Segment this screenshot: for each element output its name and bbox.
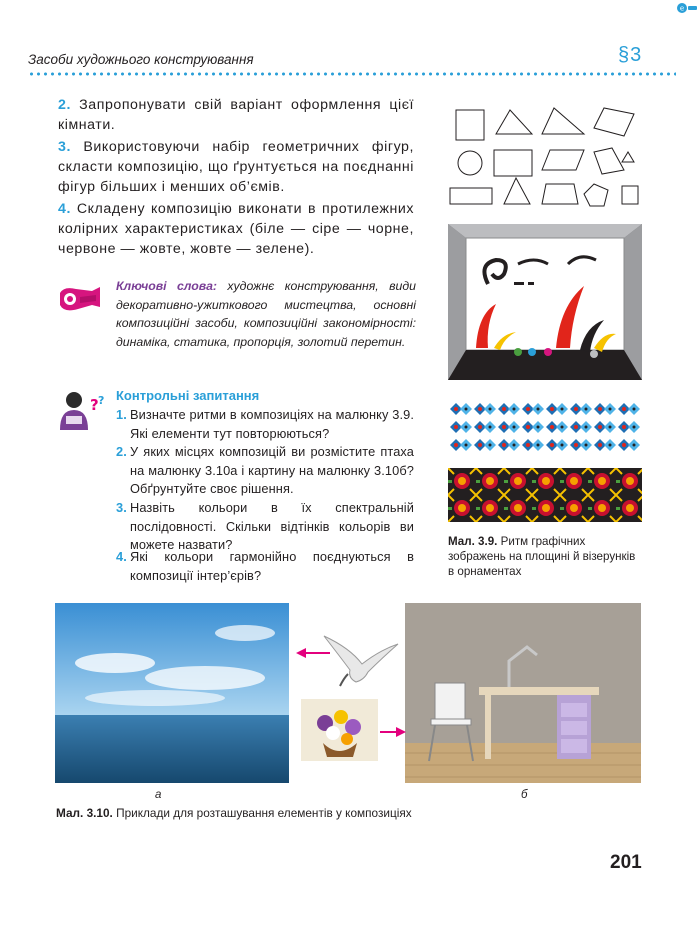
task-text: Використовуючи набір геометричних фігур, скласти композицію, що ґрунтується на поєднанні фігур більших і менших об’ємів.: [58, 139, 414, 195]
figure-3-10-sub-a: а: [155, 789, 162, 801]
running-title: Засоби художнього конструювання: [28, 52, 254, 67]
figure-3-10-text: Приклади для розташування елементів у композиціях: [116, 806, 412, 820]
figure-3-10-label: Мал. 3.10.: [56, 806, 113, 820]
task-text: Запропонувати свій варіант оформлення цієї кімнати.: [58, 97, 414, 133]
question-text: Визначте ритми в композиціях на малюнку 3.9. Які елементи тут повторюються?: [130, 407, 414, 441]
key-words-title: Ключові слова:: [116, 279, 217, 293]
task-number: 3.: [58, 139, 71, 155]
task-4: [58, 199, 414, 259]
question-1: [116, 406, 414, 443]
task-number: 2.: [58, 97, 71, 113]
figure-3-9-text: Ритм графічних зображень на площині й візерунків в орнаментах: [448, 535, 636, 578]
question-text: Назвіть кольори в їх спектральній послідовності. Скільки відтінків кольорів ви можете назвати?: [130, 500, 414, 552]
figure-3-9-label: Мал. 3.9.: [448, 535, 498, 548]
section-mark: §3: [618, 44, 643, 66]
question-text: Які кольори гармонійно поєднуються в композиції інтер’єрів?: [130, 549, 414, 583]
svg-text:?: ?: [90, 396, 99, 414]
question-text: У яких місцях композицій ви розмістите птаха на малюнку 3.10а і картину на малюнку 3.10б? Обґрунтуйте своє рішення.: [130, 444, 414, 496]
question-number: 3.: [116, 500, 127, 515]
question-2: [116, 443, 414, 499]
question-4: [116, 548, 414, 585]
seagull-photo: [320, 630, 400, 690]
figure-3-9-caption: [448, 534, 642, 579]
key-words-text: художнє конструювання, види декоративно-ужиткового мистецтва, основні композиційні засоби, композиційні закономірності: динаміка, статика, пропорція, золотий перетин.: [116, 279, 416, 349]
page-number: 201: [610, 852, 642, 873]
key-words: [116, 277, 416, 351]
task-2: [58, 95, 414, 135]
task-number: 4.: [58, 201, 71, 217]
flowers-photo: [301, 699, 378, 761]
question-3: [116, 499, 414, 555]
svg-text:?: ?: [98, 394, 105, 407]
geometric-shapes-illustration: [444, 104, 644, 210]
figure-3-10-caption: [56, 806, 412, 820]
svg-text:e: e: [679, 4, 685, 13]
red-ornament-illustration: [448, 468, 642, 522]
interior-photo: [405, 603, 641, 783]
question-icon: [52, 388, 108, 432]
questions-title: Контрольні запитання: [116, 388, 260, 403]
question-number: 4.: [116, 549, 127, 564]
header-divider: [28, 72, 676, 76]
task-3: [58, 137, 414, 197]
publisher-logo: [676, 2, 698, 14]
task-text: Складену композицію виконати в протилежних колірних характеристиках (біле — сіре — чорне, червоне — жовте, жовте — зелене).: [58, 201, 414, 257]
key-icon: [56, 283, 104, 317]
question-number: 1.: [116, 407, 127, 422]
question-number: 2.: [116, 444, 127, 459]
sea-sky-photo: [55, 603, 289, 783]
figure-3-10-sub-b: б: [521, 789, 528, 801]
blue-ornament-illustration: [448, 400, 642, 454]
room-composition-illustration: [448, 224, 642, 380]
arrow-left-icon: [296, 646, 330, 660]
arrow-right-icon: [380, 725, 406, 739]
